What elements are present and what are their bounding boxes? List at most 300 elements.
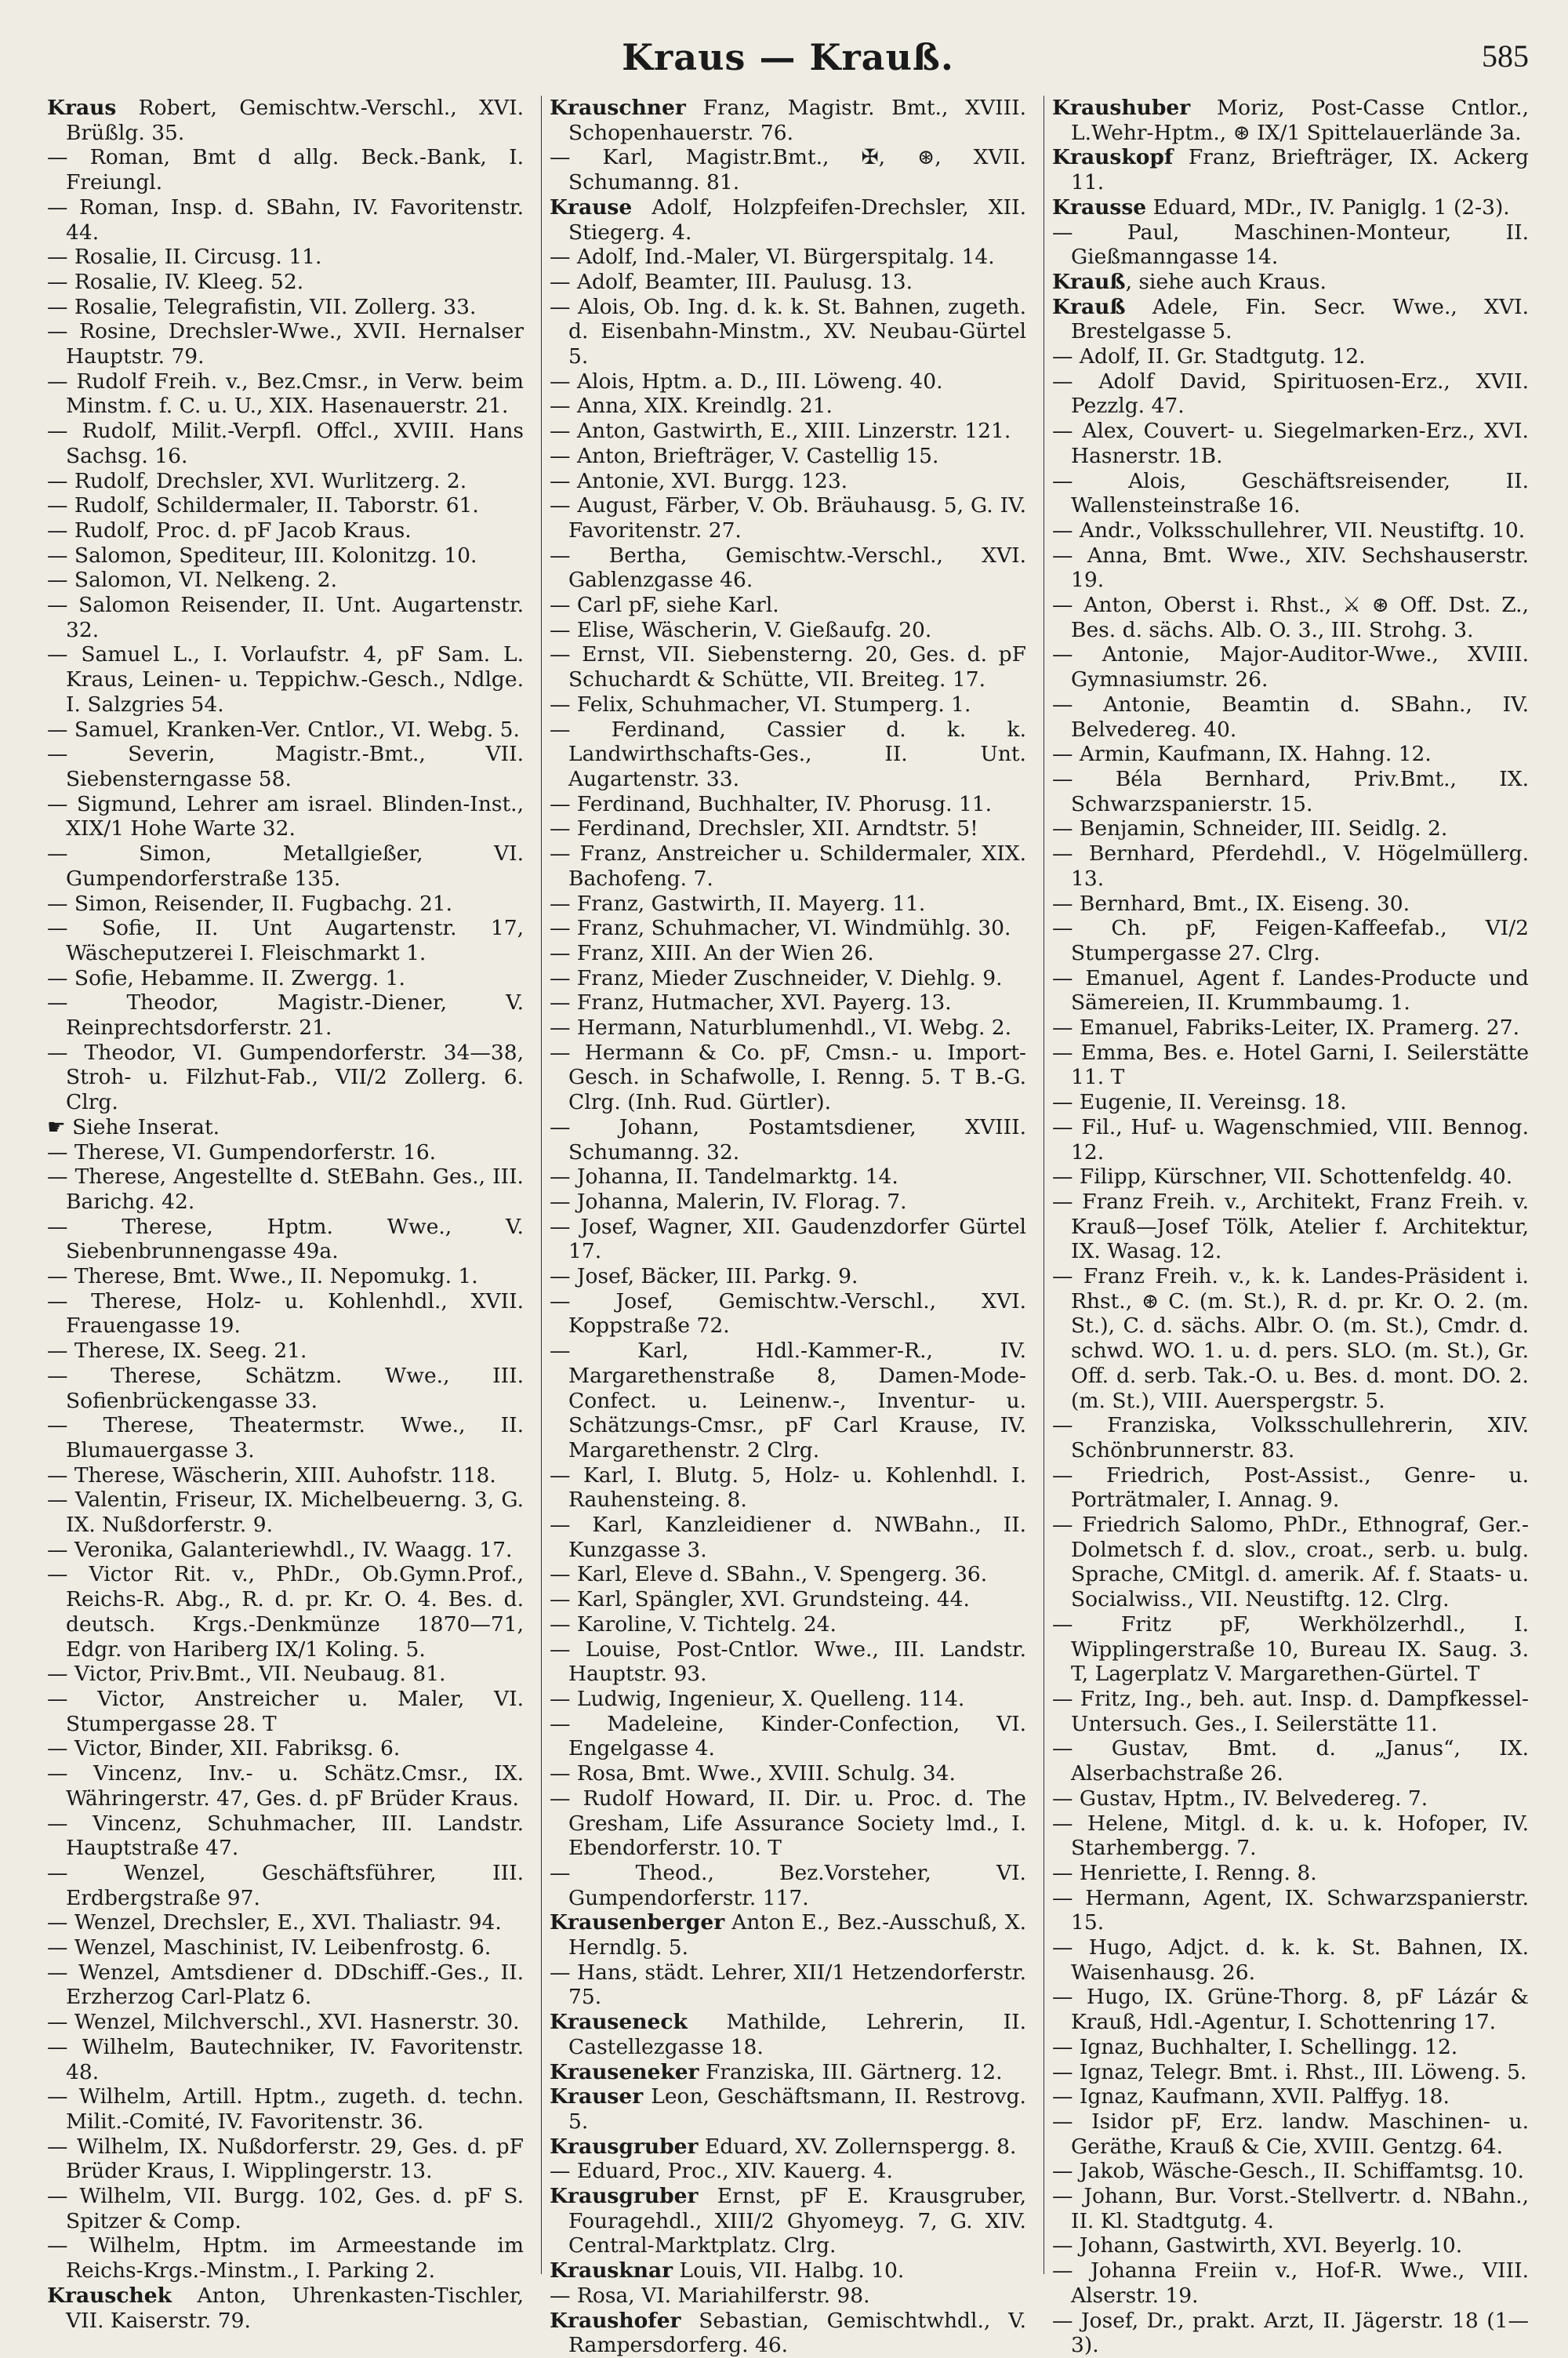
entry-text: — Rudolf, Proc. d. pF Jacob Kraus. [47,518,412,543]
entry-text: — Wilhelm, Bautechniker, IV. Favoritenstr. 48. [47,2034,524,2084]
entry-text: — Victor Rit. v., PhDr., Ob.Gymn.Prof., Reichs-R. Abg., R. d. pr. Kr. O. 4. Bes. d. deutsch. Krgs.-Denkmünze 1870—71, Edgr. von Hariberg IX/1 Koling. 5. [47,1562,524,1662]
directory-entry [47,568,524,593]
entry-text: — Theodor, VI. Gumpendorferstr. 34—38, Stroh- u. Filzhut-Fab., VII/2 Zollerg. 6. Clrg. [47,1040,524,1115]
directory-entry [550,2135,1026,2160]
entry-text: Adolf, Holzpfeifen-Drechsler, XII. Stiegerg. 4. [568,194,1026,245]
directory-entry [550,394,1026,419]
directory-entry [550,593,1026,618]
directory-entry [550,816,1026,841]
directory-entry [47,1339,524,1364]
entry-text: Ernst, pF E. Krausgruber, Fouragehdl., XIII/2 Ghyomeyg. 7, G. XIV. Central-Marktplatz. Clrg. [568,2184,1026,2258]
entry-text: Louis, VII. Halbg. 10. [673,2258,905,2284]
entry-text: — Rudolf, Schildermaler, II. Taborstr. 61. [47,493,479,518]
directory-entry [1052,1016,1529,1041]
directory-entry [550,493,1026,543]
entry-text: — Therese, Schätzm. Wwe., III. Sofienbrückengasse 33. [47,1363,524,1413]
entry-text: , siehe auch Kraus. [1125,269,1327,294]
directory-entry [550,419,1026,444]
entry-text: — Rosalie, II. Circusg. 11. [47,245,322,270]
entry-text: Adele, Fin. Secr. Wwe., XVI. Brestelgasse 5. [1071,294,1529,344]
entry-text: — Franz Freih. v., k. k. Landes-Präsident i. Rhst., ⊛ C. (m. St.), R. d. pr. Kr. O. 2. (m. St.), C. d. sächs. Albr. O. (m. St.), Cmdr. d. schwd. WO. 1. u. d. pers. SLO. (m. St.), Gr. Off. d. serb. Tak.-O. u. Bes. d. mont. DO. 2. (m. St.), VIII. Auerspergstr. 5. [1052,1264,1529,1413]
directory-entry [47,1811,524,1861]
entry-text: — Johann, Bur. Vorst.-Stellvertr. d. NBahn., II. Kl. Stadtgutg. 4. [1052,2184,1529,2233]
entry-text: — Franz, Schuhmacher, VI. Windmühlg. 30. [550,916,1011,941]
entry-text: Robert, Gemischtw.-Verschl., XVI. Brüßlg. 35. [66,96,524,145]
directory-entry [550,2284,1026,2309]
directory-entry [47,518,524,543]
directory-entry [550,1562,1026,1587]
entry-text: — Roman, Insp. d. SBahn, IV. Favoritenstr. 44. [47,194,524,245]
directory-entry [47,1662,524,1687]
entry-text: — Vincenz, Inv.- u. Schätz.Cmsr., IX. Währingerstr. 47, Ges. d. pF Brüder Kraus. [47,1761,524,1811]
entry-text: — Adolf, Ind.-Maler, VI. Bürgerspitalg. 14. [550,245,995,270]
entry-text: — Victor, Anstreicher u. Maler, VI. Stumpergasse 28. T [47,1687,524,1736]
entry-text: Franziska, III. Gärtnerg. 12. [699,2059,1003,2084]
directory-entry [47,2010,524,2035]
entry-text: — Alois, Hptm. a. D., III. Löweng. 40. [550,369,943,394]
directory-entry [1052,692,1529,742]
directory-entry [550,1612,1026,1637]
entry-text: — Rosine, Drechsler-Wwe., XVII. Hernalser Hauptstr. 79. [47,319,524,369]
entry-text: — Ignaz, Telegr. Bmt. i. Rhst., III. Löweng. 5. [1052,2059,1527,2084]
directory-entry [47,1215,524,1264]
entry-text: — Sofie, II. Unt Augartenstr. 17, Wäscheputzerei I. Fleischmarkt 1. [47,916,524,965]
entry-text: — Rudolf Howard, II. Dir. u. Proc. d. The Gresham, Life Assurance Society lmd., I. Ebendorferstr. 10. T [550,1786,1026,1861]
directory-page [47,31,1529,2358]
entry-text: — Salomon Reisender, II. Unt. Augartenstr. 32. [47,593,524,642]
directory-entry [550,792,1026,817]
directory-entry [550,1215,1026,1264]
entry-text: — Wenzel, Milchverschl., XVI. Hasnerstr. 30. [47,2010,520,2035]
entry-text: — Franz, Hutmacher, XVI. Payerg. 13. [550,990,952,1016]
entry-text: — Therese, VI. Gumpendorferstr. 16. [47,1139,437,1164]
directory-entry [1052,816,1529,841]
directory-entry [47,2284,524,2333]
page-title: Kraus — Krauß. [622,36,954,78]
entry-text: — Karl, Kanzleidiener d. NWBahn., II. Kunzgasse 3. [550,1513,1026,1562]
directory-entry [1052,96,1529,145]
directory-entry [47,369,524,419]
directory-entry [550,1513,1026,1562]
entry-text: — Wilhelm, IX. Nußdorferstr. 29, Ges. d. pF Brüder Kraus, I. Wipplingerstr. 13. [47,2134,524,2184]
directory-entry [550,1463,1026,1513]
entry-text: — Therese, Wäscherin, XIII. Auhofstr. 118. [47,1462,496,1488]
directory-entry [1052,1886,1529,1935]
directory-entry [47,1041,524,1115]
entry-text: — Bernhard, Pferdehdl., V. Högelmüllerg. 13. [1052,841,1529,891]
directory-entry [47,1463,524,1488]
entry-text: — Alex, Couvert- u. Siegelmarken-Erz., XVI. Hasnerstr. 1B. [1052,419,1529,468]
directory-entry [1052,469,1529,518]
entry-surname: Krauser [550,2084,644,2109]
directory-entry [47,966,524,991]
directory-entry [1052,1935,1529,1985]
directory-entry [550,2159,1026,2184]
entry-text: — Hermann, Agent, IX. Schwarzspanierstr. 15. [1052,1885,1529,1935]
entry-text: Franz, Briefträger, IX. Ackerg 11. [1071,145,1529,195]
entry-text: — Eugenie, II. Vereinsg. 18. [1052,1090,1347,1115]
directory-entry [1052,1190,1529,1264]
directory-entry [550,1041,1026,1115]
entry-text: — Jakob, Wäsche-Gesch., II. Schiffamtsg. 10. [1052,2159,1524,2184]
entry-text: — Salomon, VI. Nelkeng. 2. [47,568,338,593]
entry-text: — August, Färber, V. Ob. Bräuhausg. 5, G. IV. Favoritenstr. 27. [550,493,1026,543]
directory-entry [1052,344,1529,369]
entry-text: — Anton, Briefträger, V. Castellig 15. [550,443,939,468]
entry-text: — Paul, Maschinen-Monteur, II. Gießmanngasse 14. [1052,220,1529,270]
entry-text: — Emanuel, Fabriks-Leiter, IX. Pramerg. 27. [1052,1016,1520,1041]
directory-entry [550,1687,1026,1712]
directory-entry [550,1861,1026,1910]
directory-entry [47,1264,524,1289]
page-number: 585 [1482,38,1529,74]
directory-entry [1052,1413,1529,1462]
entry-text: ☛ Siehe Inserat. [47,1114,220,1139]
directory-entry [47,2035,524,2084]
directory-entry [1052,892,1529,917]
entry-text: — Bertha, Gemischtw.-Verschl., XVI. Gablenzgasse 46. [550,543,1026,593]
entry-text: — Rudolf, Drechsler, XVI. Wurlitzerg. 2. [47,468,467,493]
entry-text: — Veronika, Galanteriewhdl., IV. Waagg. 17. [47,1537,513,1562]
directory-entry [550,692,1026,718]
entry-text: — Therese, IX. Seeg. 21. [47,1339,307,1364]
entry-text: — Antonie, Major-Auditor-Wwe., XVIII. Gymnasiumstr. 26. [1052,642,1529,692]
directory-entry [550,1339,1026,1463]
directory-entry [1052,1612,1529,1687]
entry-text: — Anna, Bmt. Wwe., XIV. Sechshauserstr. 19. [1052,543,1529,593]
directory-entry [47,295,524,320]
directory-entry [1052,1164,1529,1190]
directory-entry [550,270,1026,295]
entry-surname: Krausenberger [550,1910,725,1935]
directory-entry [47,96,524,145]
entry-text: — Felix, Schuhmacher, VI. Stumperg. 1. [550,692,971,717]
directory-entry [47,2184,524,2233]
directory-entry [1052,1687,1529,1736]
entry-text: — Johann, Gastwirth, XVI. Beyerlg. 10. [1052,2233,1463,2258]
directory-entry [550,295,1026,369]
entry-text: — Rosalie, IV. Kleeg. 52. [47,269,304,294]
entry-text: Franz, Magistr. Bmt., XVIII. Schopenhauerstr. 76. [568,96,1026,145]
entry-text: — Rosa, Bmt. Wwe., XVIII. Schulg. 34. [550,1761,956,1786]
entry-surname: Krauß [1052,294,1126,319]
directory-entry [1052,543,1529,593]
entry-text: — Fritz, Ing., beh. aut. Insp. d. Dampfkessel-Untersuch. Ges., I. Seilerstätte 11. [1052,1687,1529,1736]
directory-entry [1052,1861,1529,1886]
entry-text: — Simon, Reisender, II. Fugbachg. 21. [47,891,453,916]
entry-text: — Alois, Geschäftsreisender, II. Wallensteinstraße 16. [1052,468,1529,518]
entry-text: — Hermann, Naturblumenhdl., VI. Webg. 2. [550,1016,1012,1041]
directory-entry [550,469,1026,494]
entry-text: — Johanna, II. Tandelmarktg. 14. [550,1164,898,1190]
entry-text: Leon, Geschäftsmann, II. Restrovg. 5. [568,2084,1026,2134]
directory-entry [1052,2233,1529,2258]
directory-entry [47,270,524,295]
directory-entry [550,1016,1026,1041]
directory-entry [1052,1463,1529,1513]
directory-entry [47,1736,524,1761]
entry-surname: Krauschek [47,2283,172,2308]
entry-text: — Sofie, Hebamme. II. Zwergg. 1. [47,965,405,990]
entry-text: — Anna, XIX. Kreindlg. 21. [550,394,833,419]
entry-text: — Valentin, Friseur, IX. Michelbeuerng. 3, G. IX. Nußdorferstr. 9. [47,1488,524,1538]
directory-entry [47,469,524,494]
directory-entry [1052,767,1529,816]
entry-text: — Therese, Bmt. Wwe., II. Nepomukg. 1. [47,1264,478,1289]
directory-entry [47,419,524,468]
entry-text: — Anton, Gastwirth, E., XIII. Linzerstr. 121. [550,419,1011,444]
directory-entry [1052,2060,1529,2085]
entry-text: — Antonie, Beamtin d. SBahn., IV. Belvedereg. 40. [1052,692,1529,742]
directory-entry [47,1562,524,1662]
entry-text: — Filipp, Kürschner, VII. Schottenfeldg. 40. [1052,1164,1513,1190]
entry-text: — Fil., Huf- u. Wagenschmied, VIII. Bennog. 12. [1052,1114,1529,1164]
directory-entry [1052,1786,1529,1811]
entry-text: — Therese, Theatermstr. Wwe., II. Blumauergasse 3. [47,1413,524,1462]
directory-entry [1052,1736,1529,1786]
entry-text: — Isidor pF, Erz. landw. Maschinen- u. Geräthe, Krauß & Cie, XVIII. Gentzg. 64. [1052,2109,1529,2159]
directory-entry [47,195,524,245]
entry-text: — Samuel L., I. Vorlaufstr. 4, pF Sam. L. Kraus, Leinen- u. Teppichw.-Gesch., Ndlge. I. Salzgries 54. [47,642,524,717]
directory-entry [550,2010,1026,2059]
directory-entry [550,2184,1026,2258]
directory-entry [550,966,1026,991]
entry-text: — Ignaz, Buchhalter, I. Schellingg. 12. [1052,2034,1458,2059]
directory-entry [1052,2258,1529,2308]
entry-text: — Wilhelm, Artill. Hptm., zugeth. d. techn. Milit.-Comité, IV. Favoritenstr. 36. [47,2084,524,2134]
entry-text: Anton, Uhrenkasten-Tischler, VII. Kaiserstr. 79. [66,2283,524,2333]
directory-entry [550,1786,1026,1861]
directory-entry [1052,2309,1529,2358]
directory-entry [550,195,1026,245]
entry-text: — Franz, XIII. An der Wien 26. [550,940,874,965]
directory-entry [47,1538,524,1563]
directory-entry [550,1712,1026,1761]
entry-text: — Severin, Magistr.-Bmt., VII. Siebensterngasse 58. [47,742,524,791]
directory-columns [47,96,1529,2358]
directory-entry [1052,195,1529,220]
entry-text: — Alois, Ob. Ing. d. k. k. St. Bahnen, zugeth. d. Eisenbahn-Minstm., XV. Neubau-Gürtel 5. [550,294,1026,369]
directory-entry [47,742,524,791]
entry-surname: Krausknar [550,2258,673,2284]
entry-text: — Hermann & Co. pF, Cmsn.- u. Import-Gesch. in Schafwolle, I. Renng. 5. T B.-G. Clrg. (Inh. Rud. Gürtler). [550,1040,1026,1115]
directory-entry [47,1687,524,1736]
directory-entry [1052,2084,1529,2109]
entry-text: — Wenzel, Amtsdiener d. DDschiff.-Ges., II. Erzherzog Carl-Platz 6. [47,1960,524,2010]
directory-entry [1052,419,1529,468]
column-3 [1044,96,1529,2358]
directory-entry [1052,270,1529,295]
directory-entry [47,718,524,743]
directory-entry [1052,1811,1529,1861]
directory-entry [550,941,1026,966]
entry-surname: Krauseneker [550,2059,699,2084]
directory-entry [47,642,524,717]
entry-text: — Gustav, Hptm., IV. Belvedereg. 7. [1052,1786,1428,1811]
entry-text: — Wilhelm, Hptm. im Armeestande im Reichs-Krgs.-Minstm., I. Parking 2. [47,2233,524,2284]
directory-entry [550,2060,1026,2085]
directory-entry [47,1115,524,1140]
directory-entry [1052,1115,1529,1164]
entry-text: — Ignaz, Kaufmann, XVII. Palffyg. 18. [1052,2084,1450,2109]
directory-entry [47,1960,524,2010]
directory-entry [47,1935,524,1960]
directory-entry [1052,295,1529,344]
directory-entry [1052,916,1529,965]
entry-text: — Eduard, Proc., XIV. Kauerg. 4. [550,2159,893,2184]
entry-text: Eduard, XV. Zollernspergg. 8. [698,2134,1017,2159]
directory-entry [47,2135,524,2184]
entry-text: — Karl, Hdl.-Kammer-R., IV. Margarethenstraße 8, Damen-Mode-Confect. u. Leinenw.-, Inventur- u. Schätzungs-Cmsr., pF Carl Krause, IV. Margarethenstr. 2 Clrg. [550,1339,1026,1462]
directory-entry [550,1289,1026,1339]
entry-surname: Krauschner [550,96,686,120]
entry-text: — Franz Freih. v., Architekt, Franz Freih. v. Krauß—Josef Tölk, Atelier f. Architektur, IX. Wasag. 12. [1052,1189,1529,1264]
entry-surname: Krausgruber [550,2134,699,2159]
entry-surname: Krausse [1052,194,1147,220]
entry-text: — Franz, Anstreicher u. Schildermaler, XIX. Bachofeng. 7. [550,841,1026,891]
directory-entry [550,2084,1026,2134]
directory-entry [47,1761,524,1811]
entry-text: — Johanna Freiin v., Hof-R. Wwe., VIII. Alserstr. 19. [1052,2258,1529,2308]
entry-text: — Therese, Holz- u. Kohlenhdl., XVII. Frauengasse 19. [47,1288,524,1339]
entry-text: — Josef, Bäcker, III. Parkg. 9. [550,1264,858,1289]
entry-text: — Franz, Gastwirth, II. Mayerg. 11. [550,891,926,916]
entry-text: — Karl, I. Blutg. 5, Holz- u. Kohlenhdl. I. Rauhensteing. 8. [550,1462,1026,1513]
entry-surname: Krause [550,194,633,220]
entry-text: — Andr., Volksschullehrer, VII. Neustiftg. 10. [1052,518,1526,543]
directory-entry [1052,1090,1529,1115]
entry-surname: Krausgruber [550,2184,699,2209]
directory-entry [550,96,1026,145]
directory-entry [47,990,524,1040]
entry-surname: Kraushofer [550,2308,681,2333]
entry-text: — Rudolf Freih. v., Bez.Cmsr., in Verw. beim Minstm. f. C. u. U., XIX. Hasenauerstr. 21. [47,369,524,419]
entry-text: — Ferdinand, Buchhalter, IV. Phorusg. 11. [550,791,993,816]
entry-text: — Rudolf, Milit.-Verpfl. Offcl., XVIII. Hans Sachsg. 16. [47,419,524,468]
entry-text: Sebastian, Gemischtwhdl., V. Rampersdorferg. 46. [568,2308,1026,2358]
directory-entry [1052,369,1529,419]
entry-text: — Franziska, Volksschullehrerin, XIV. Schönbrunnerstr. 83. [1052,1413,1529,1462]
entry-text: — Johanna, Malerin, IV. Florag. 7. [550,1189,907,1214]
entry-text: — Friedrich, Post-Assist., Genre- u. Porträtmaler, I. Annag. 9. [1052,1462,1529,1513]
directory-entry [550,841,1026,891]
entry-text: — Wilhelm, VII. Burgg. 102, Ges. d. pF S. Spitzer & Comp. [47,2184,524,2233]
entry-text: — Johann, Postamtsdiener, XVIII. Schumanng. 32. [550,1114,1026,1164]
entry-text: Moriz, Post-Casse Cntlor., L.Wehr-Hptm., ⊛ IX/1 Spittelauerlände 3a. [1071,96,1529,145]
directory-entry [1052,2109,1529,2159]
entry-text: Anton E., Bez.-Ausschuß, X. Herndlg. 5. [568,1910,1026,1960]
entry-text: — Adolf, II. Gr. Stadtgutg. 12. [1052,344,1366,369]
directory-entry [550,369,1026,394]
entry-text: — Ernst, VII. Siebensterng. 20, Ges. d. pF Schuchardt & Schütte, VII. Breiteg. 17. [550,642,1026,692]
entry-text: — Benjamin, Schneider, III. Seidlg. 2. [1052,816,1448,841]
entry-text: — Ch. pF, Feigen-Kaffeefab., VI/2 Stumpergasse 27. Clrg. [1052,916,1529,965]
entry-text: — Wenzel, Geschäftsführer, III. Erdbergstraße 97. [47,1860,524,1910]
directory-entry [550,1761,1026,1786]
entry-text: — Josef, Gemischtw.-Verschl., XVI. Koppstraße 72. [550,1288,1026,1339]
entry-text: — Franz, Mieder Zuschneider, V. Diehlg. 9. [550,965,1003,990]
entry-text: Eduard, MDr., IV. Paniglg. 1 (2-3). [1146,194,1510,220]
directory-entry [550,718,1026,792]
directory-entry [1052,1264,1529,1413]
directory-entry [550,444,1026,469]
entry-text: — Adolf, Beamter, III. Paulusg. 13. [550,269,913,294]
entry-text: — Therese, Hptm. Wwe., V. Siebenbrunnengasse 49a. [47,1214,524,1264]
entry-text: — Theodor, Magistr.-Diener, V. Reinprechtsdorferstr. 21. [47,990,524,1041]
directory-entry [1052,220,1529,270]
directory-entry [550,916,1026,941]
directory-entry [47,1861,524,1910]
entry-text: — Ferdinand, Cassier d. k. k. Landwirthschafts-Ges., II. Unt. Augartenstr. 33. [550,717,1026,791]
directory-entry [550,245,1026,270]
entry-text: — Karl, Spängler, XVI. Grundsteing. 44. [550,1587,970,1612]
directory-entry [550,1264,1026,1289]
directory-entry [550,1637,1026,1687]
directory-entry [47,916,524,965]
directory-entry [1052,642,1529,692]
directory-entry [47,1140,524,1165]
directory-entry [550,2258,1026,2284]
entry-surname: Krauseneck [550,2010,688,2035]
entry-text: — Roman, Bmt d allg. Beck.-Bank, I. Freiungl. [47,145,524,195]
directory-entry [1052,742,1529,767]
entry-text: — Elise, Wäscherin, V. Gießaufg. 20. [550,617,932,642]
entry-text: — Victor, Priv.Bmt., VII. Neubaug. 81. [47,1662,446,1687]
directory-entry [47,1910,524,1935]
directory-entry [47,792,524,841]
entry-text: — Henriette, I. Renng. 8. [1052,1860,1317,1885]
entry-text: — Bernhard, Bmt., IX. Eiseng. 30. [1052,891,1410,916]
entry-text: — Wenzel, Maschinist, IV. Leibenfrostg. 6. [47,1935,492,1960]
directory-entry [47,493,524,518]
directory-entry [47,145,524,194]
directory-entry [550,1960,1026,2010]
directory-entry [47,543,524,569]
directory-entry [550,2309,1026,2358]
directory-entry [550,1190,1026,1215]
entry-text: — Louise, Post-Cntlor. Wwe., III. Landstr. Hauptstr. 93. [550,1637,1026,1687]
directory-entry [1052,1985,1529,2034]
entry-text: — Victor, Binder, XII. Fabriksg. 6. [47,1736,401,1761]
entry-text: — Salomon, Spediteur, III. Kolonitzg. 10. [47,543,477,568]
entry-text: — Hugo, Adjct. d. k. k. St. Bahnen, IX. Waisenhausg. 26. [1052,1935,1529,1985]
directory-entry [1052,518,1529,543]
entry-text: — Samuel, Kranken-Ver. Cntlor., VI. Webg. 5. [47,717,520,742]
directory-entry [47,841,524,891]
directory-entry [47,245,524,270]
entry-text: — Rosalie, Telegrafistin, VII. Zollerg. 33. [47,294,477,319]
entry-text: — Karl, Magistr.Bmt., ✠, ⊛, XVII. Schumanng. 81. [550,145,1026,195]
directory-entry [47,2084,524,2134]
entry-text: — Gustav, Bmt. d. „Janus“, IX. Alserbachstraße 26. [1052,1736,1529,1786]
directory-entry [1052,966,1529,1016]
entry-surname: Kraus [47,96,117,120]
entry-text: — Therese, Angestellte d. StEBahn. Ges., III. Barichg. 42. [47,1164,524,1214]
directory-entry [550,990,1026,1016]
entry-text: — Fritz pF, Werkhölzerhdl., I. Wipplingerstraße 10, Bureau IX. Saug. 3. T, Lagerplatz V. Margarethen-Gürtel. T [1052,1611,1529,1687]
entry-text: — Madeleine, Kinder-Confection, VI. Engelgasse 4. [550,1711,1026,1761]
entry-text: — Béla Bernhard, Priv.Bmt., IX. Schwarzspanierstr. 15. [1052,766,1529,816]
directory-entry [550,618,1026,643]
entry-surname: Krauskopf [1052,145,1174,170]
entry-text: — Friedrich Salomo, PhDr., Ethnograf, Ger.-Dolmetsch f. d. slov., croat., serb. u. bulg. Sprache, CMitgl. d. amerik. Af. f. Staats- u. Socialwiss., VII. Neustiftg. 12. Clrg. [1052,1513,1529,1612]
directory-entry [1052,593,1529,642]
entry-text: — Simon, Metallgießer, VI. Gumpendorferstraße 135. [47,841,524,891]
entry-text: — Carl pF, siehe Karl. [550,593,779,618]
directory-entry [1052,2159,1529,2184]
entry-surname: Krauß [1052,269,1126,294]
entry-text: — Emma, Bes. e. Hotel Garni, I. Seilerstätte 11. T [1052,1040,1529,1090]
